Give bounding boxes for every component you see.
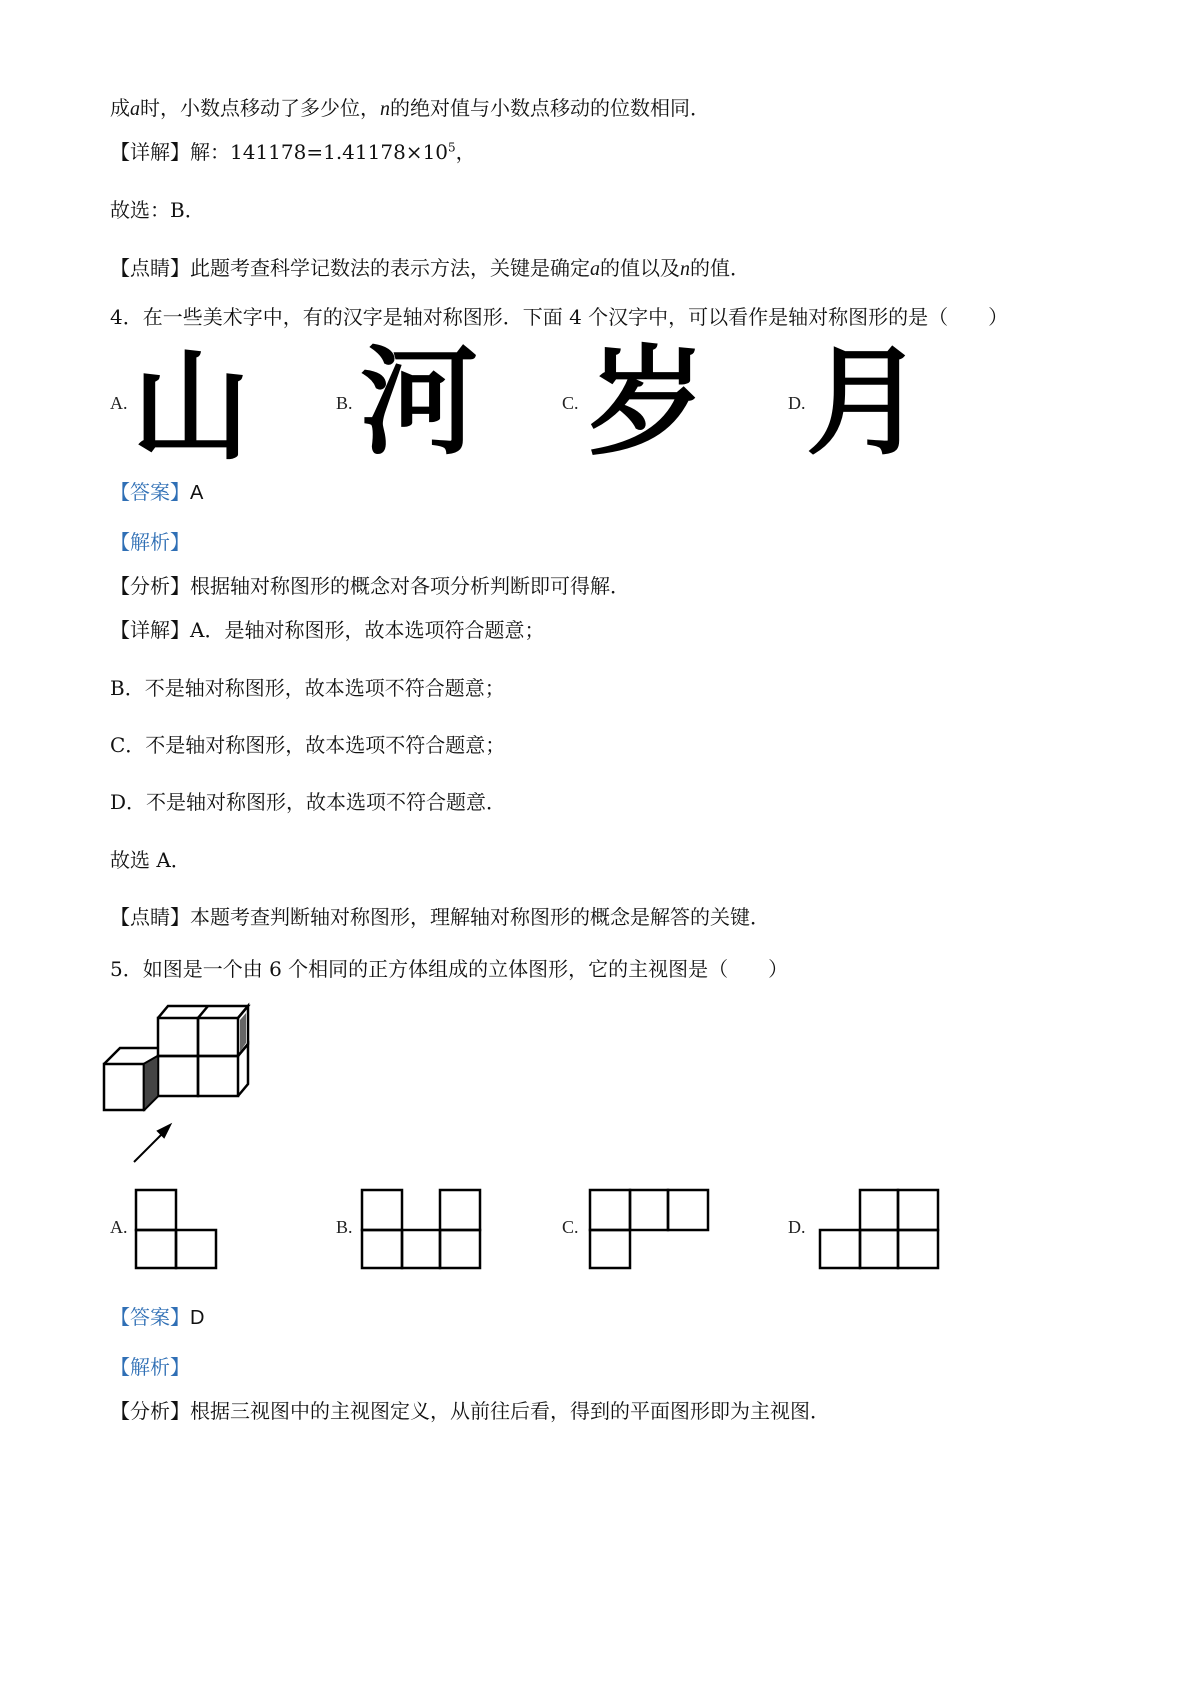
q4-option-b-char: 河 — [360, 333, 479, 471]
q4-option-a-char: 山 — [132, 338, 251, 476]
q5-option-c-figure — [588, 1188, 712, 1272]
q4-answer-line: 【答案】A — [110, 480, 204, 504]
q4-option-c-char: 岁 — [588, 333, 707, 471]
q5-cube-figure — [100, 1000, 260, 1170]
q5-option-a-figure — [134, 1188, 224, 1272]
q4-analysis-line: 【分析】根据轴对称图形的概念对各项分析判断即可得解． — [110, 574, 630, 598]
q4-comment-line: 【点睛】本题考查判断轴对称图形，理解轴对称图形的概念是解答的关键． — [110, 905, 770, 929]
q4-option-d-label: D. — [788, 393, 806, 413]
q4-option-a-label: A. — [110, 393, 128, 413]
q4-analysis-label: 【解析】 — [110, 530, 190, 554]
q4-detail-d: D．不是轴对称图形，故本选项不符合题意． — [110, 790, 507, 814]
q3-comment-line: 【点睛】此题考查科学记数法的表示方法，关键是确定a的值以及n的值． — [110, 256, 750, 280]
q4-detail-line: 【详解】A．是轴对称图形，故本选项符合题意； — [110, 618, 545, 642]
q5-option-d-label: D. — [788, 1217, 806, 1237]
q4-question: 4．在一些美术字中，有的汉字是轴对称图形．下面 4 个汉字中，可以看作是轴对称图形的是（ ） — [110, 305, 1009, 329]
q4-detail-b: B．不是轴对称图形，故本选项不符合题意； — [110, 676, 505, 700]
q5-option-a-label: A. — [110, 1217, 128, 1237]
q3-choose-line: 故选：B． — [110, 198, 205, 222]
q4-detail-c: C．不是轴对称图形，故本选项不符合题意； — [110, 733, 506, 757]
q5-option-b-label: B. — [336, 1217, 353, 1237]
q4-option-b-label: B. — [336, 393, 353, 413]
q5-option-c-label: C. — [562, 1217, 579, 1237]
q3-detail-line: 【详解】解：$141178=1.41178\times 10^5$， — [110, 140, 476, 164]
q4-option-c-label: C. — [562, 393, 579, 413]
q4-option-d-char: 月 — [806, 333, 925, 471]
q4-choose-line: 故选 A． — [110, 848, 191, 872]
q5-question: 5．如图是一个由 6 个相同的正方体组成的立体图形，它的主视图是（ ） — [110, 957, 789, 981]
q3-explanation-line: 成a时，小数点移动了多少位，n的绝对值与小数点移动的位数相同． — [110, 96, 710, 120]
q5-analysis-label: 【解析】 — [110, 1355, 190, 1379]
q5-analysis-line: 【分析】根据三视图中的主视图定义，从前往后看，得到的平面图形即为主视图． — [110, 1399, 830, 1423]
q5-answer-line: 【答案】D — [110, 1305, 205, 1329]
q5-option-b-figure — [360, 1188, 484, 1272]
q5-option-d-figure — [818, 1188, 942, 1272]
